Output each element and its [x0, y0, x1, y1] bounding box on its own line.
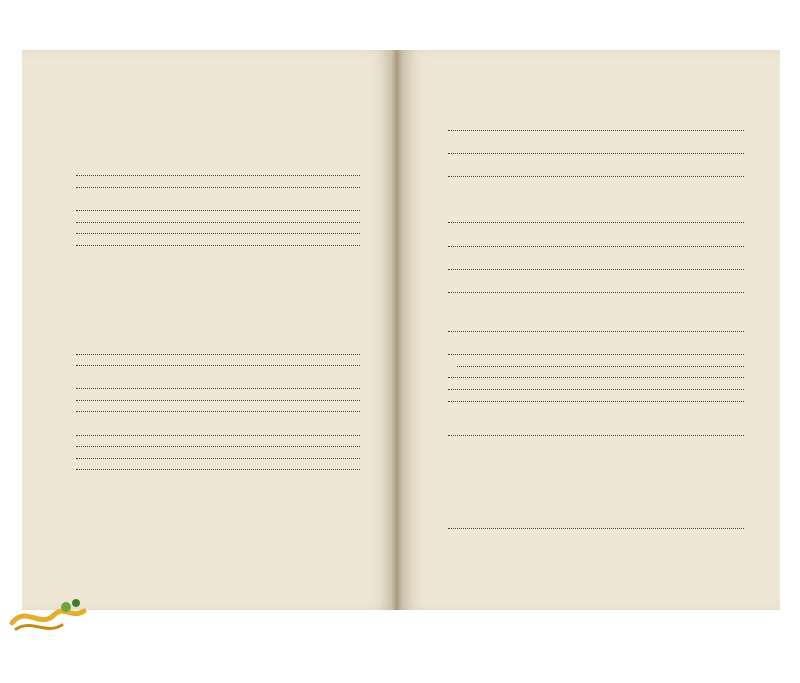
logo-swoosh-icon: [6, 585, 166, 645]
section-2-title: [74, 324, 362, 336]
toc-entry: [74, 471, 362, 483]
toc-subentry: [446, 507, 746, 519]
toc-subentry: [446, 484, 746, 496]
toc-subentry: [446, 495, 746, 507]
toc-entry-line: [446, 461, 746, 473]
right-page: [402, 50, 780, 610]
toc-subentry: [74, 270, 362, 282]
open-book: [22, 50, 780, 610]
division-heading: [74, 138, 362, 150]
toc-right: [446, 120, 746, 542]
shop-logo: [6, 585, 166, 645]
toc-left: [74, 122, 362, 483]
toc-entry: [446, 530, 746, 542]
toc-subentry: [74, 293, 362, 305]
toc-entry-line: [446, 201, 746, 213]
toc-entry: [446, 248, 746, 260]
toc-entry: [74, 189, 362, 201]
toc-entry: [446, 294, 746, 306]
toc-entry: [446, 271, 746, 283]
toc-entry-line: [446, 190, 746, 202]
left-page: [22, 50, 392, 610]
toc-entry: [74, 413, 362, 425]
toc-heading: [446, 333, 746, 345]
toc-entry: [446, 178, 746, 190]
toc-subentry: [74, 305, 362, 317]
toc-entry: [446, 155, 746, 167]
toc-entry-line: [446, 414, 746, 426]
book-gutter: [392, 50, 402, 610]
toc-entry: [446, 403, 746, 415]
toc-entry: [446, 437, 746, 449]
toc-entry: [74, 247, 362, 259]
toc-entry: [74, 367, 362, 379]
section-1-title: [74, 158, 362, 170]
toc-entry: [446, 224, 746, 236]
toc-subentry: [74, 258, 362, 270]
toc-subentry: [74, 282, 362, 294]
section-3-title: [446, 314, 746, 326]
toc-entry-line: [446, 449, 746, 461]
toc-entry: [446, 472, 746, 484]
toc-entry: [446, 132, 746, 144]
